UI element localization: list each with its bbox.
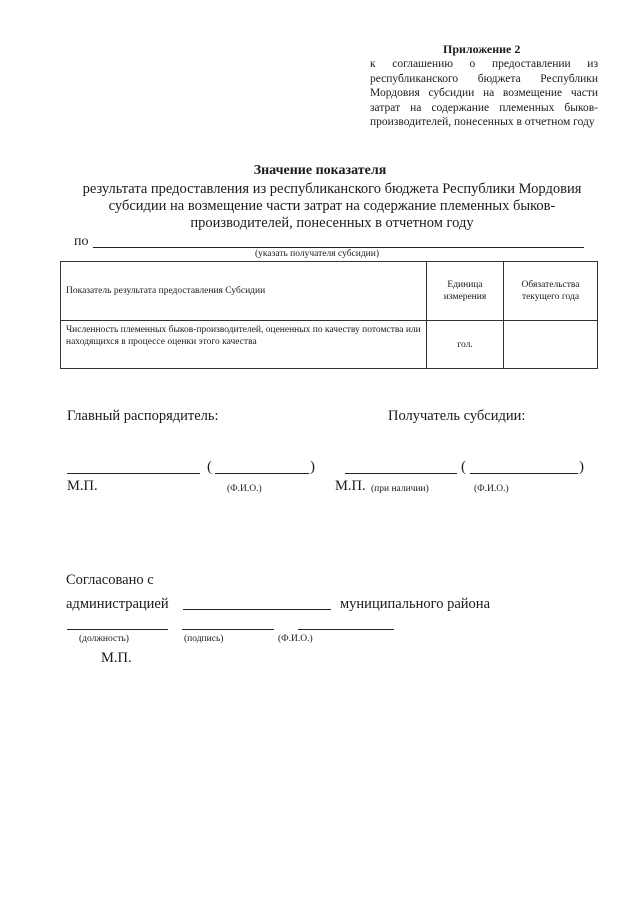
table-row (61, 321, 598, 369)
approval-fio-line[interactable] (298, 629, 394, 630)
approval-fio-label: (Ф.И.О.) (278, 634, 313, 644)
district-label: муниципального района (340, 596, 490, 612)
approval-line-2: администрацией (66, 596, 169, 612)
open-paren: ( (207, 459, 212, 475)
recipient-line[interactable] (93, 247, 584, 248)
close-paren: ) (579, 459, 584, 475)
recipient-heading: Получатель субсидии: (388, 408, 526, 424)
open-paren: ( (461, 459, 466, 475)
close-paren: ) (310, 459, 315, 475)
subtitle-line: субсидии на возмещение части затрат на содержание племенных быков- (108, 198, 556, 214)
recipient-hint: (указать получателя субсидии) (255, 249, 380, 259)
cell-unit: гол. (427, 321, 504, 369)
mp-left: М.П. (67, 478, 98, 494)
header-unit: Единица измерения (427, 262, 504, 321)
subtitle-line: результата предоставления из республиканского бюджета Республики Мордовия (82, 181, 582, 197)
main-manager-heading: Главный распорядитель: (67, 408, 219, 424)
indicator-table (60, 261, 598, 369)
header-obligations: Обязательства текущего года (504, 262, 598, 321)
appendix-title: Приложение 2 (443, 42, 521, 56)
table-header-row (61, 262, 598, 321)
document-title: Значение показателя (253, 163, 387, 178)
po-label: по (74, 234, 89, 249)
signature-line[interactable] (182, 629, 274, 630)
header-indicator: Показатель результата предоставления Субсидии (61, 262, 427, 321)
cell-obligations[interactable] (504, 321, 598, 369)
main-manager-fio-line[interactable] (215, 473, 309, 474)
recipient-fio-line[interactable] (470, 473, 578, 474)
position-label: (должность) (79, 634, 129, 644)
fio-label-right: (Ф.И.О.) (474, 484, 509, 494)
document-subtitle (62, 181, 602, 232)
mp-approval: М.П. (101, 650, 132, 666)
mp-right: М.П. (335, 478, 366, 494)
fio-label-left: (Ф.И.О.) (227, 484, 262, 494)
subtitle-line: производителей, понесенных в отчетном году (190, 215, 474, 231)
if-available-label: (при наличии) (371, 484, 429, 494)
district-name-line[interactable] (183, 609, 331, 610)
position-line[interactable] (67, 629, 168, 630)
appendix-text: к соглашению о предоставлении из республиканского бюджета Республики Мордовия субсидии на возмещение части затрат на содержание племенных быков-производителей, понесенных в отчетном году (370, 58, 598, 129)
signature-label: (подпись) (184, 634, 224, 644)
recipient-signature-line[interactable] (345, 473, 457, 474)
cell-indicator: Численность племенных быков-производителей, оцененных по качеству потомства или находящихся в процессе оценки этого качества (61, 321, 427, 369)
main-manager-signature-line[interactable] (67, 473, 200, 474)
approval-line-1: Согласовано с (66, 572, 154, 588)
